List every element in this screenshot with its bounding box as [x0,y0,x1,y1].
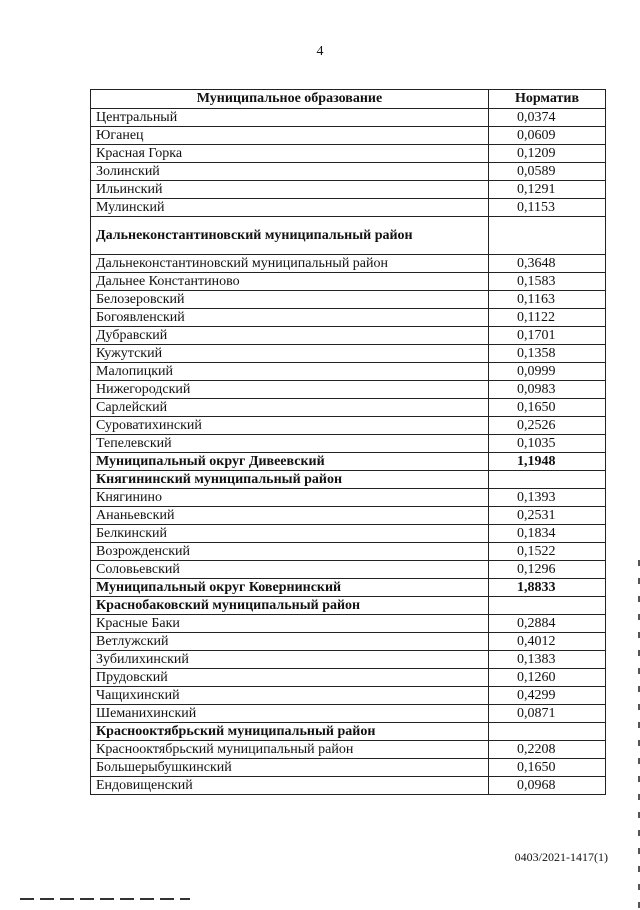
normative-value-cell: 0,1209 [489,145,606,163]
table-row [91,417,606,435]
table-body [91,109,606,795]
table-row [91,741,606,759]
municipality-name-cell: Большерыбушкинский [91,759,489,777]
normative-value-cell: 0,0609 [489,127,606,145]
table-row [91,145,606,163]
normative-value-cell: 0,1291 [489,181,606,199]
municipality-name-cell: Центральный [91,109,489,127]
normative-value-cell: 0,0968 [489,777,606,795]
normative-value-cell: 0,2531 [489,507,606,525]
table-row [91,759,606,777]
table-row [91,291,606,309]
normative-value-cell: 0,1383 [489,651,606,669]
table-row [91,525,606,543]
normative-value-cell: 0,1260 [489,669,606,687]
table-row [91,705,606,723]
municipality-name-cell: Богоявленский [91,309,489,327]
table-row [91,687,606,705]
table-row [91,109,606,127]
municipality-name-cell: Золинский [91,163,489,181]
table-row [91,507,606,525]
municipality-name-cell: Кужутский [91,345,489,363]
municipality-name-cell: Дальнеконстантиновский муниципальный район [91,255,489,273]
table-row [91,579,606,597]
municipality-name-cell: Соловьевский [91,561,489,579]
normative-value-cell: 0,4012 [489,633,606,651]
normative-value-cell: 0,1701 [489,327,606,345]
municipality-name-cell: Суроватихинский [91,417,489,435]
table-row [91,777,606,795]
table-row [91,163,606,181]
normative-value-cell: 0,1163 [489,291,606,309]
municipality-name-cell: Шеманихинский [91,705,489,723]
normative-value-cell [489,217,606,255]
table-row [91,345,606,363]
municipality-name-cell: Краснооктябрьский муниципальный район [91,741,489,759]
municipality-name-cell: Ендовищенский [91,777,489,795]
column-header-municipality: Муниципальное образование [91,90,489,109]
municipality-name-cell: Белкинский [91,525,489,543]
municipality-name-cell: Ветлужский [91,633,489,651]
table-row [91,651,606,669]
municipality-name-cell: Прудовский [91,669,489,687]
normative-value-cell: 0,0871 [489,705,606,723]
table-row [91,633,606,651]
normative-value-cell: 0,4299 [489,687,606,705]
municipality-name-cell: Красные Баки [91,615,489,633]
normative-value-cell: 0,0589 [489,163,606,181]
normative-value-cell: 0,0983 [489,381,606,399]
table-row [91,273,606,291]
municipality-name-cell: Дубравский [91,327,489,345]
table-row [91,327,606,345]
table-row [91,199,606,217]
normative-value-cell: 0,1122 [489,309,606,327]
normative-table [90,89,606,795]
table-row [91,471,606,489]
table-row [91,561,606,579]
table-row [91,489,606,507]
municipality-name-cell: Нижегородский [91,381,489,399]
normative-value-cell: 0,0374 [489,109,606,127]
table-header-row [91,90,606,109]
municipality-name-cell: Краснооктябрьский муниципальный район [91,723,489,741]
municipality-name-cell: Дальнеконстантиновский муниципальный район [91,217,489,255]
document-code: 0403/2021-1417(1) [514,850,608,864]
table-row [91,723,606,741]
municipality-name-cell: Краснобаковский муниципальный район [91,597,489,615]
normative-value-cell: 0,1522 [489,543,606,561]
normative-value-cell: 1,8833 [489,579,606,597]
normative-value-cell [489,597,606,615]
municipality-name-cell: Дальнее Константиново [91,273,489,291]
normative-value-cell: 0,1153 [489,199,606,217]
municipality-name-cell: Малопицкий [91,363,489,381]
table-row [91,399,606,417]
table-row [91,127,606,145]
municipality-name-cell: Белозеровский [91,291,489,309]
normative-value-cell [489,471,606,489]
table-row [91,381,606,399]
table-row [91,255,606,273]
normative-value-cell: 0,2526 [489,417,606,435]
municipality-name-cell: Тепелевский [91,435,489,453]
table-row [91,181,606,199]
page-number: 4 [316,44,324,59]
normative-value-cell: 0,1650 [489,399,606,417]
normative-value-cell: 0,1393 [489,489,606,507]
normative-value-cell: 1,1948 [489,453,606,471]
scan-artifact-line [20,898,190,900]
municipality-name-cell: Княгинино [91,489,489,507]
municipality-name-cell: Красная Горка [91,145,489,163]
municipality-name-cell: Ильинский [91,181,489,199]
municipality-name-cell: Муниципальный округ Ковернинский [91,579,489,597]
municipality-name-cell: Княгининский муниципальный район [91,471,489,489]
normative-value-cell: 0,0999 [489,363,606,381]
municipality-name-cell: Возрожденский [91,543,489,561]
normative-value-cell: 0,1834 [489,525,606,543]
normative-value-cell: 0,1650 [489,759,606,777]
table-row [91,669,606,687]
municipality-name-cell: Мулинский [91,199,489,217]
normative-value-cell: 0,1035 [489,435,606,453]
normative-value-cell: 0,1358 [489,345,606,363]
normative-value-cell: 0,3648 [489,255,606,273]
table-row [91,309,606,327]
table-row [91,363,606,381]
normative-value-cell [489,723,606,741]
table-row [91,453,606,471]
normative-value-cell: 0,2884 [489,615,606,633]
municipality-name-cell: Муниципальный округ Дивеевский [91,453,489,471]
table-row [91,597,606,615]
table-row [91,435,606,453]
table-row [91,543,606,561]
municipality-name-cell: Сарлейский [91,399,489,417]
municipality-name-cell: Чащихинский [91,687,489,705]
municipality-name-cell: Юганец [91,127,489,145]
municipality-name-cell: Зубилихинский [91,651,489,669]
table-row [91,217,606,255]
normative-value-cell: 0,1296 [489,561,606,579]
municipality-name-cell: Ананьевский [91,507,489,525]
column-header-normative: Норматив [489,90,606,109]
normative-value-cell: 0,1583 [489,273,606,291]
table-row [91,615,606,633]
normative-value-cell: 0,2208 [489,741,606,759]
